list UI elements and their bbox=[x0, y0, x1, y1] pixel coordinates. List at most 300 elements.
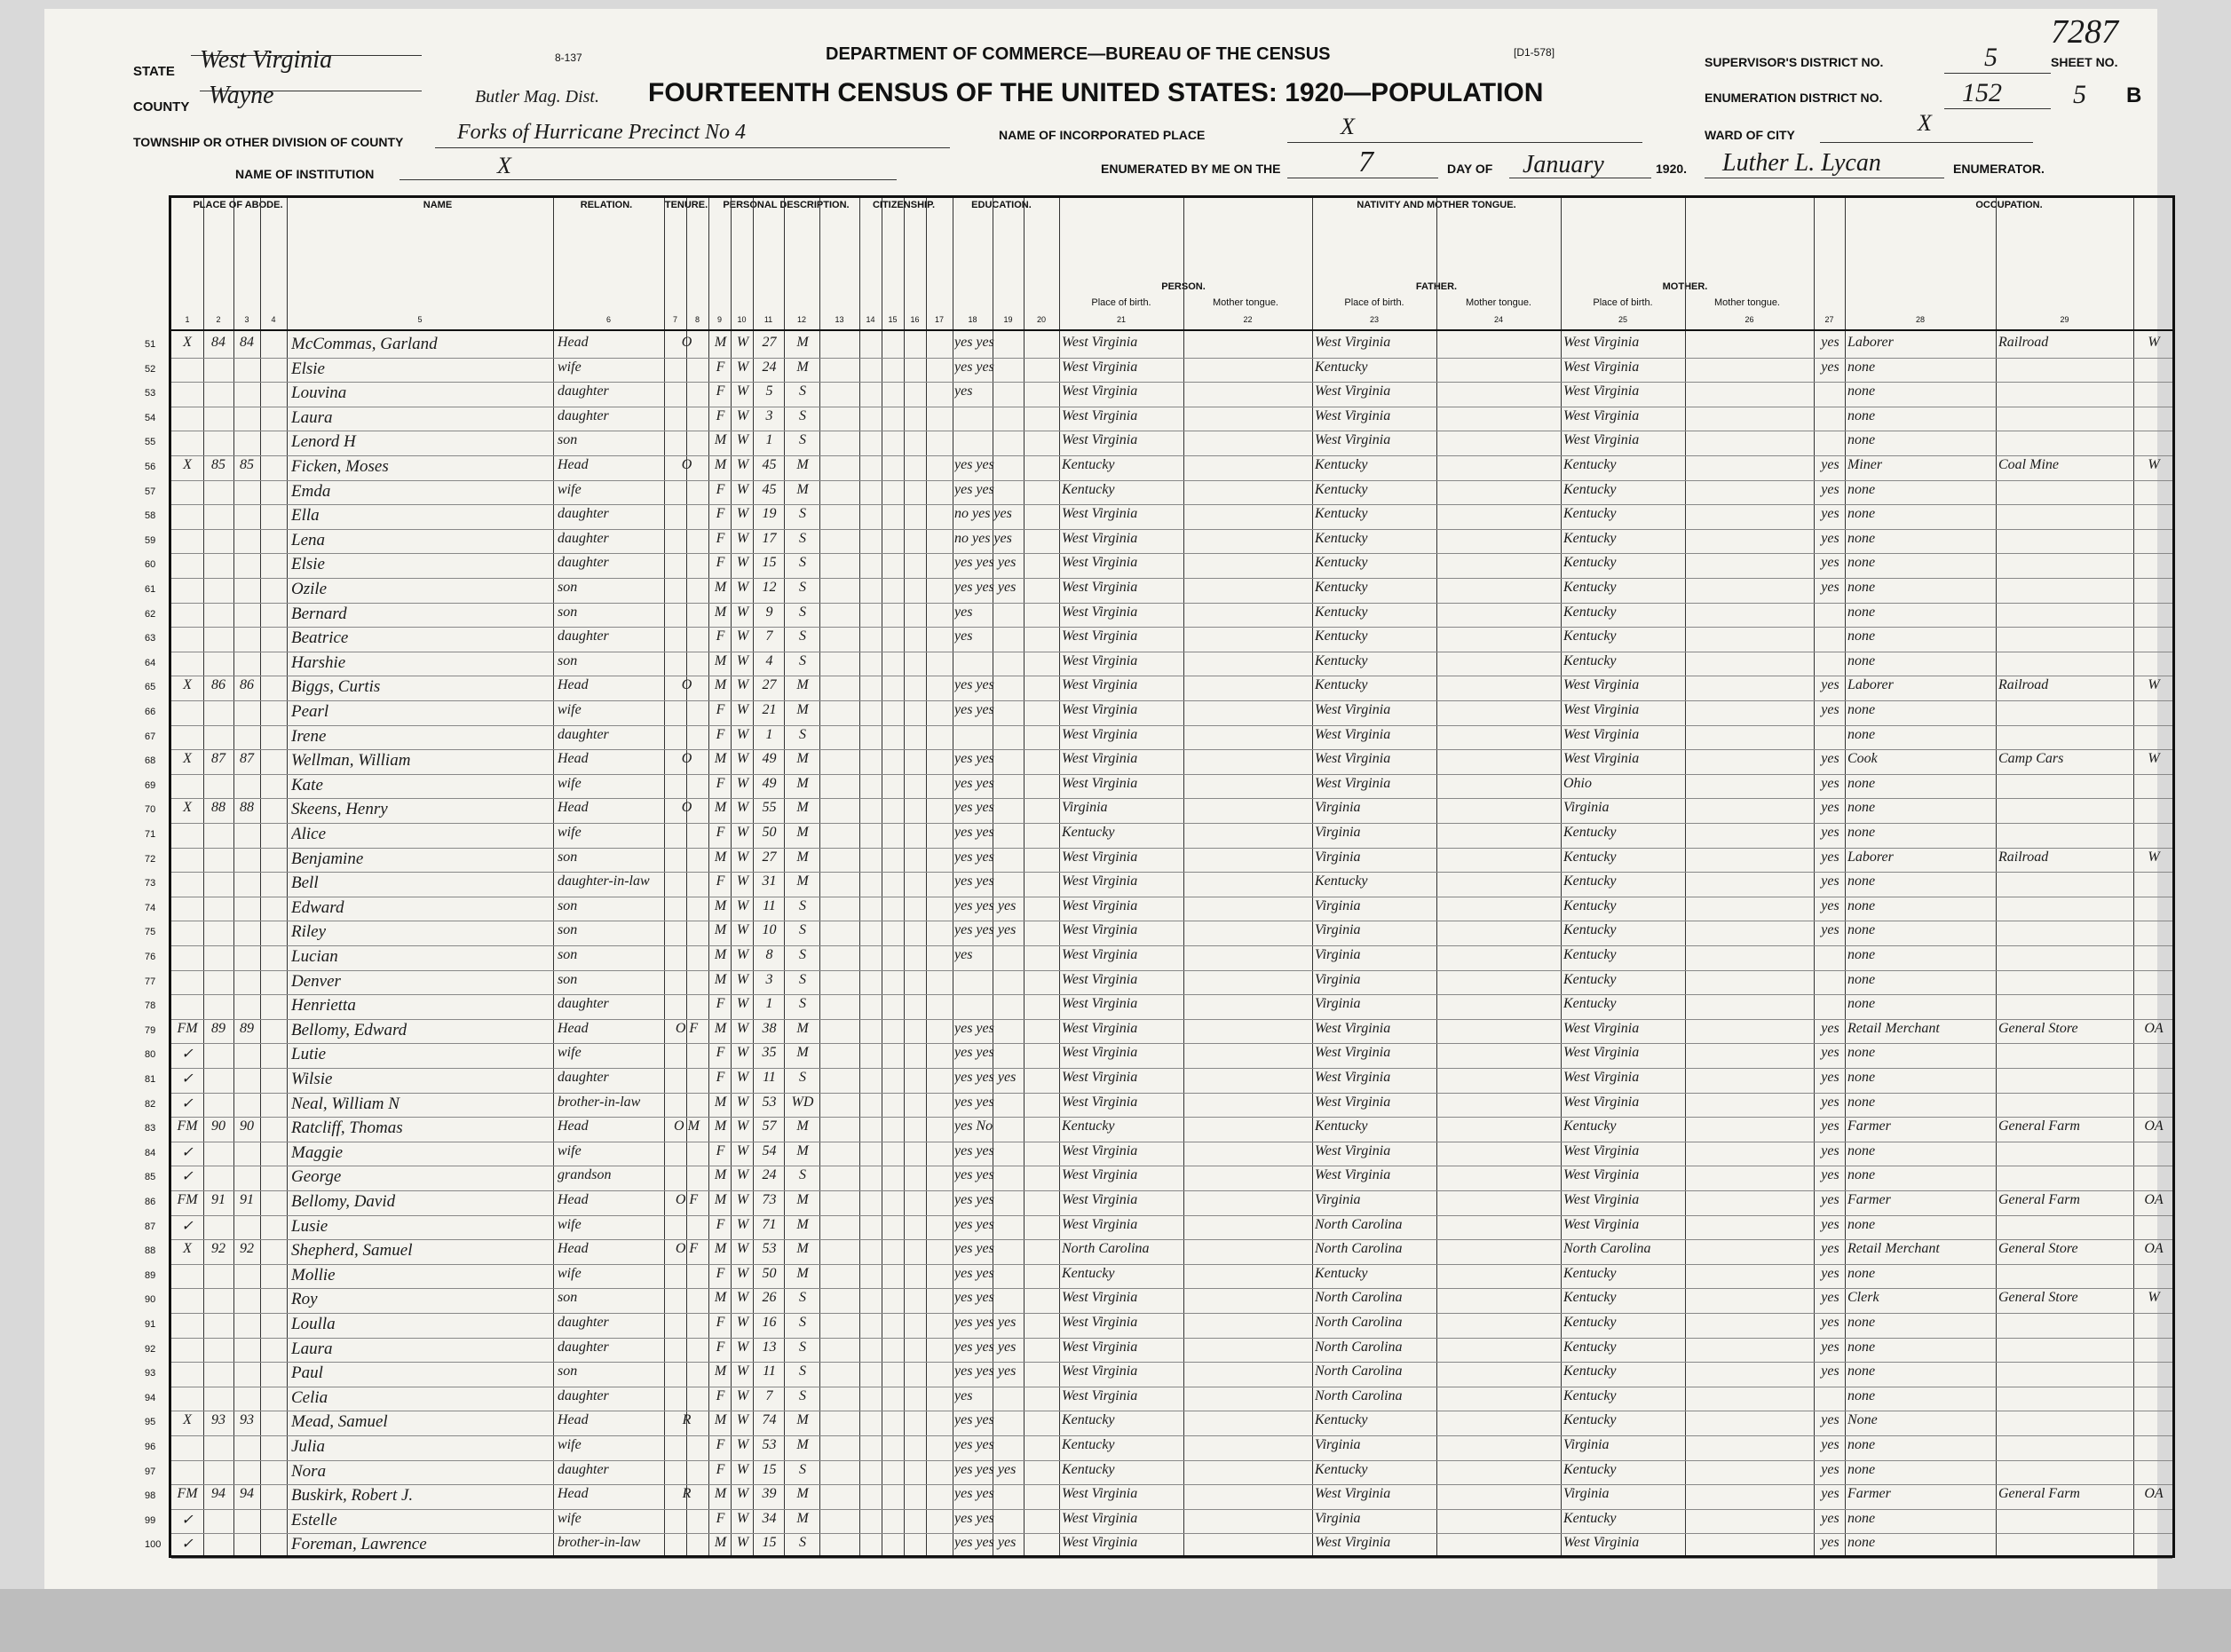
relation: son bbox=[558, 922, 578, 938]
row-rule bbox=[171, 1313, 2172, 1314]
street-mark: X bbox=[183, 335, 192, 350]
occupation-trade: none bbox=[1847, 359, 1876, 375]
sex: M bbox=[714, 677, 727, 693]
education: yes yes bbox=[954, 873, 994, 889]
person-name: Buskirk, Robert J. bbox=[291, 1486, 414, 1506]
row-rule bbox=[171, 553, 2172, 554]
employment-class: OA bbox=[2144, 1118, 2164, 1134]
enumeration-label: ENUMERATION DISTRICT NO. bbox=[1705, 91, 1883, 105]
column-number: 11 bbox=[763, 315, 773, 324]
ward-value: X bbox=[1918, 110, 1932, 136]
race: W bbox=[736, 1339, 749, 1355]
sex: F bbox=[716, 407, 725, 423]
row-rule bbox=[171, 994, 2172, 995]
age: 50 bbox=[762, 1265, 777, 1281]
age: 7 bbox=[765, 1387, 773, 1403]
father-birthplace: Kentucky bbox=[1315, 530, 1368, 546]
sex: F bbox=[716, 1045, 725, 1061]
person-birthplace: Kentucky bbox=[1062, 457, 1115, 472]
race: W bbox=[736, 1461, 749, 1477]
occupation-trade: none bbox=[1847, 1510, 1876, 1526]
person-birthplace: Kentucky bbox=[1062, 825, 1115, 840]
group-citizenship: CITIZENSHIP. bbox=[872, 200, 936, 210]
speaks-english: yes bbox=[1821, 335, 1839, 350]
speaks-english: yes bbox=[1821, 849, 1839, 865]
ward-label: WARD OF CITY bbox=[1705, 128, 1795, 142]
sex: F bbox=[716, 1142, 725, 1158]
education: yes yes bbox=[954, 335, 994, 350]
mother-birthplace: Kentucky bbox=[1563, 457, 1617, 472]
occupation-trade: none bbox=[1847, 1142, 1876, 1158]
person-name: Denver bbox=[291, 971, 341, 991]
age: 3 bbox=[765, 407, 773, 423]
mother-birthplace: Kentucky bbox=[1563, 897, 1617, 913]
age: 10 bbox=[762, 922, 777, 938]
relation: Head bbox=[558, 751, 589, 767]
sex: M bbox=[714, 897, 727, 913]
relation: daughter bbox=[558, 530, 609, 546]
relation: son bbox=[558, 604, 578, 620]
marital-status: M bbox=[796, 1510, 809, 1526]
age: 11 bbox=[763, 1070, 776, 1085]
mother-birthplace: West Virginia bbox=[1563, 1167, 1640, 1183]
column-rule bbox=[1183, 198, 1184, 1555]
marital-status: S bbox=[799, 506, 806, 522]
sex: M bbox=[714, 971, 727, 987]
education: yes yes yes bbox=[954, 1535, 1017, 1551]
relation: wife bbox=[558, 1265, 581, 1281]
race: W bbox=[736, 1290, 749, 1306]
occupation-trade: none bbox=[1847, 873, 1876, 889]
education: yes yes bbox=[954, 1241, 994, 1257]
row-rule bbox=[171, 358, 2172, 359]
race: W bbox=[736, 1510, 749, 1526]
census-table bbox=[145, 195, 2175, 1558]
father-birthplace: Virginia bbox=[1315, 922, 1361, 938]
person-name: Bernard bbox=[291, 604, 347, 623]
sex: F bbox=[716, 996, 725, 1012]
column-number: 1 bbox=[185, 315, 190, 324]
father-birthplace: Kentucky bbox=[1315, 580, 1368, 595]
row-rule bbox=[171, 1239, 2172, 1240]
sex: F bbox=[716, 530, 725, 546]
person-birthplace: West Virginia bbox=[1062, 335, 1138, 350]
person-birthplace: West Virginia bbox=[1062, 1070, 1138, 1085]
education: yes yes bbox=[954, 1192, 994, 1207]
state-value: West Virginia bbox=[200, 46, 333, 74]
education: yes yes bbox=[954, 481, 994, 497]
row-number: 93 bbox=[145, 1368, 156, 1379]
race: W bbox=[736, 359, 749, 375]
dwelling-number: 94 bbox=[211, 1486, 225, 1502]
column-rule bbox=[819, 198, 820, 1555]
column-rule bbox=[260, 198, 261, 1555]
marital-status: M bbox=[796, 1486, 809, 1502]
marital-status: M bbox=[796, 1216, 809, 1232]
group-mother: MOTHER. bbox=[1662, 281, 1708, 292]
occupation-industry: Railroad bbox=[1998, 849, 2049, 865]
row-rule bbox=[171, 1509, 2172, 1510]
row-number: 66 bbox=[145, 707, 156, 717]
column-rule bbox=[664, 198, 665, 1555]
person-name: Ozile bbox=[291, 580, 328, 598]
relation: wife bbox=[558, 481, 581, 497]
column-rule bbox=[233, 198, 234, 1555]
relation: grandson bbox=[558, 1167, 612, 1183]
person-birthplace: Kentucky bbox=[1062, 1412, 1115, 1428]
row-rule bbox=[171, 455, 2172, 456]
occupation-trade: none bbox=[1847, 530, 1876, 546]
person-birthplace: Kentucky bbox=[1062, 1461, 1115, 1477]
row-number: 60 bbox=[145, 559, 156, 571]
occupation-trade: Laborer bbox=[1847, 677, 1894, 693]
person-birthplace: West Virginia bbox=[1062, 530, 1138, 546]
sex: F bbox=[716, 628, 725, 644]
sex: M bbox=[714, 751, 727, 767]
family-number: 87 bbox=[240, 751, 254, 767]
father-birthplace: Virginia bbox=[1315, 825, 1361, 840]
person-birthplace: West Virginia bbox=[1062, 1167, 1138, 1183]
occupation-industry: General Farm bbox=[1998, 1192, 2080, 1207]
column-rule bbox=[731, 198, 732, 1555]
mother-birthplace: Kentucky bbox=[1563, 481, 1617, 497]
education: yes yes bbox=[954, 800, 994, 816]
sex: F bbox=[716, 873, 725, 889]
race: W bbox=[736, 996, 749, 1012]
enumerated-label: ENUMERATED BY ME ON THE bbox=[1101, 162, 1281, 176]
education: yes yes bbox=[954, 775, 994, 791]
marital-status: S bbox=[799, 383, 806, 399]
row-rule bbox=[171, 1019, 2172, 1020]
father-place-of-birth: Place of birth. bbox=[1344, 297, 1404, 308]
person-birthplace: West Virginia bbox=[1062, 1094, 1138, 1110]
row-number: 92 bbox=[145, 1343, 156, 1355]
speaks-english: yes bbox=[1821, 1290, 1839, 1306]
row-rule bbox=[171, 1190, 2172, 1191]
street-mark: ✓ bbox=[181, 1537, 194, 1553]
marital-status: M bbox=[796, 1142, 809, 1158]
father-birthplace: Virginia bbox=[1315, 1192, 1361, 1207]
race: W bbox=[736, 825, 749, 840]
occupation-industry: Coal Mine bbox=[1998, 457, 2059, 472]
person-birthplace: West Virginia bbox=[1062, 751, 1138, 767]
column-number: 16 bbox=[910, 315, 920, 324]
dwelling-number: 89 bbox=[211, 1020, 225, 1036]
marital-status: M bbox=[796, 1020, 809, 1036]
marital-status: S bbox=[799, 628, 806, 644]
age: 21 bbox=[762, 702, 777, 717]
mother-birthplace: West Virginia bbox=[1563, 383, 1640, 399]
occupation-trade: none bbox=[1847, 1461, 1876, 1477]
mother-birthplace: Kentucky bbox=[1563, 1461, 1617, 1477]
father-birthplace: Kentucky bbox=[1315, 677, 1368, 693]
relation: daughter bbox=[558, 506, 609, 522]
tenure: O F bbox=[675, 1020, 699, 1036]
sex: F bbox=[716, 1339, 725, 1355]
speaks-english: yes bbox=[1821, 825, 1839, 840]
row-rule bbox=[171, 848, 2172, 849]
person-name: Ratcliff, Thomas bbox=[291, 1118, 403, 1138]
row-number: 52 bbox=[145, 363, 156, 375]
person-place-of-birth: Place of birth. bbox=[1091, 297, 1151, 308]
street-mark: ✓ bbox=[181, 1218, 194, 1234]
father-birthplace: North Carolina bbox=[1315, 1315, 1403, 1330]
row-number: 79 bbox=[145, 1024, 156, 1036]
person-mother-tongue: Mother tongue. bbox=[1213, 297, 1278, 308]
person-name: Maggie bbox=[291, 1142, 344, 1162]
row-rule bbox=[171, 970, 2172, 971]
person-name: McCommas, Garland bbox=[291, 335, 438, 353]
row-number: 70 bbox=[145, 804, 156, 816]
age: 24 bbox=[762, 1167, 777, 1183]
mother-birthplace: West Virginia bbox=[1563, 1045, 1640, 1061]
person-birthplace: West Virginia bbox=[1062, 506, 1138, 522]
tenure: O F bbox=[675, 1241, 699, 1257]
person-name: Julia bbox=[291, 1437, 325, 1456]
education: yes yes bbox=[954, 1142, 994, 1158]
employment-class: OA bbox=[2144, 1241, 2164, 1257]
person-birthplace: West Virginia bbox=[1062, 1020, 1138, 1036]
street-mark: FM bbox=[177, 1486, 198, 1502]
marital-status: S bbox=[799, 555, 806, 571]
street-mark: ✓ bbox=[181, 1047, 194, 1063]
occupation-trade: none bbox=[1847, 1070, 1876, 1085]
speaks-english: yes bbox=[1821, 922, 1839, 938]
row-rule bbox=[171, 1264, 2172, 1265]
speaks-english: yes bbox=[1821, 1339, 1839, 1355]
row-rule bbox=[171, 749, 2172, 750]
row-number: 69 bbox=[145, 779, 156, 791]
father-birthplace: West Virginia bbox=[1315, 407, 1391, 423]
sex: F bbox=[716, 702, 725, 717]
row-number: 80 bbox=[145, 1049, 156, 1061]
person-birthplace: West Virginia bbox=[1062, 555, 1138, 571]
education: yes yes bbox=[954, 1020, 994, 1036]
row-number: 62 bbox=[145, 608, 156, 620]
row-number: 56 bbox=[145, 462, 156, 472]
column-rule bbox=[926, 198, 927, 1555]
occupation-industry: Railroad bbox=[1998, 677, 2049, 693]
relation: daughter bbox=[558, 726, 609, 742]
father-birthplace: West Virginia bbox=[1315, 1167, 1391, 1183]
marital-status: M bbox=[796, 1192, 809, 1207]
race: W bbox=[736, 947, 749, 962]
age: 7 bbox=[765, 628, 773, 644]
marital-status: S bbox=[799, 947, 806, 962]
row-rule bbox=[171, 1435, 2172, 1436]
father-birthplace: North Carolina bbox=[1315, 1290, 1403, 1306]
age: 55 bbox=[762, 800, 777, 816]
column-number: 10 bbox=[737, 315, 747, 324]
relation: Head bbox=[558, 1020, 589, 1036]
father-birthplace: Virginia bbox=[1315, 971, 1361, 987]
marital-status: M bbox=[796, 825, 809, 840]
age: 53 bbox=[762, 1094, 777, 1110]
age: 15 bbox=[762, 1461, 777, 1477]
age: 16 bbox=[762, 1315, 777, 1330]
tenure: O bbox=[681, 677, 692, 693]
person-name: Loulla bbox=[291, 1315, 336, 1333]
person-name: Nora bbox=[291, 1461, 327, 1481]
family-number: 93 bbox=[240, 1412, 254, 1428]
education: yes yes bbox=[954, 1216, 994, 1232]
occupation-trade: Laborer bbox=[1847, 335, 1894, 350]
person-name: Alice bbox=[291, 825, 327, 843]
institution-label: NAME OF INSTITUTION bbox=[235, 167, 375, 181]
family-number: 92 bbox=[240, 1241, 254, 1257]
occupation-industry: General Store bbox=[1998, 1020, 2078, 1036]
mother-birthplace: Kentucky bbox=[1563, 652, 1617, 668]
occupation-trade: none bbox=[1847, 1094, 1876, 1110]
father-birthplace: West Virginia bbox=[1315, 1486, 1391, 1502]
occupation-trade: none bbox=[1847, 825, 1876, 840]
row-rule bbox=[171, 1093, 2172, 1094]
marital-status: S bbox=[799, 996, 806, 1012]
sex: F bbox=[716, 775, 725, 791]
street-mark: X bbox=[183, 457, 192, 472]
race: W bbox=[736, 873, 749, 889]
marital-status: S bbox=[799, 604, 806, 620]
relation: wife bbox=[558, 775, 581, 791]
education: yes yes yes bbox=[954, 897, 1017, 913]
marital-status: S bbox=[799, 1290, 806, 1306]
sex: F bbox=[716, 1315, 725, 1330]
race: W bbox=[736, 481, 749, 497]
marital-status: M bbox=[796, 457, 809, 472]
person-name: Foreman, Lawrence bbox=[291, 1535, 427, 1554]
column-number: 8 bbox=[694, 315, 700, 324]
education: yes bbox=[954, 947, 973, 962]
marital-status: WD bbox=[791, 1094, 814, 1110]
education: yes yes bbox=[954, 1486, 994, 1502]
row-rule bbox=[171, 1068, 2172, 1069]
age: 34 bbox=[762, 1510, 777, 1526]
marital-status: M bbox=[796, 481, 809, 497]
occupation-trade: none bbox=[1847, 481, 1876, 497]
occupation-trade: none bbox=[1847, 996, 1876, 1012]
column-number: 7 bbox=[672, 315, 677, 324]
family-number: 85 bbox=[240, 457, 254, 472]
mother-birthplace: Kentucky bbox=[1563, 506, 1617, 522]
occupation-industry: Camp Cars bbox=[1998, 751, 2064, 767]
person-birthplace: West Virginia bbox=[1062, 604, 1138, 620]
dwelling-number: 88 bbox=[211, 800, 225, 816]
sex: F bbox=[716, 506, 725, 522]
relation: wife bbox=[558, 1437, 581, 1452]
father-birthplace: Virginia bbox=[1315, 800, 1361, 816]
age: 3 bbox=[765, 971, 773, 987]
sex: F bbox=[716, 481, 725, 497]
supervisor-label: SUPERVISOR'S DISTRICT NO. bbox=[1705, 55, 1884, 69]
column-number: 27 bbox=[1824, 315, 1834, 324]
row-number: 53 bbox=[145, 388, 156, 399]
row-rule bbox=[171, 504, 2172, 505]
education: yes bbox=[954, 628, 973, 644]
speaks-english: yes bbox=[1821, 1486, 1839, 1502]
speaks-english: yes bbox=[1821, 1265, 1839, 1281]
sex: F bbox=[716, 825, 725, 840]
education: yes yes bbox=[954, 457, 994, 472]
occupation-trade: Clerk bbox=[1847, 1290, 1879, 1306]
occupation-trade: None bbox=[1847, 1412, 1878, 1428]
race: W bbox=[736, 1363, 749, 1379]
age: 53 bbox=[762, 1437, 777, 1452]
father-birthplace: West Virginia bbox=[1315, 775, 1391, 791]
age: 54 bbox=[762, 1142, 777, 1158]
education: yes yes bbox=[954, 1045, 994, 1061]
street-mark: FM bbox=[177, 1020, 198, 1036]
person-birthplace: Kentucky bbox=[1062, 481, 1115, 497]
marital-status: S bbox=[799, 1167, 806, 1183]
employment-class: W bbox=[2148, 849, 2160, 865]
person-name: Biggs, Curtis bbox=[291, 677, 381, 697]
occupation-trade: none bbox=[1847, 971, 1876, 987]
race: W bbox=[736, 1387, 749, 1403]
education: yes yes bbox=[954, 1265, 994, 1281]
education: yes yes bbox=[954, 849, 994, 865]
father-birthplace: Kentucky bbox=[1315, 359, 1368, 375]
mother-birthplace: Kentucky bbox=[1563, 1339, 1617, 1355]
race: W bbox=[736, 1118, 749, 1134]
speaks-english: yes bbox=[1821, 1241, 1839, 1257]
occupation-trade: none bbox=[1847, 628, 1876, 644]
mother-birthplace: Kentucky bbox=[1563, 1387, 1617, 1403]
race: W bbox=[736, 800, 749, 816]
magisterial-district: Butler Mag. Dist. bbox=[475, 87, 599, 107]
person-name: Pearl bbox=[291, 702, 329, 721]
row-rule bbox=[171, 1533, 2172, 1534]
form-code: [D1-578] bbox=[1514, 46, 1555, 59]
person-birthplace: West Virginia bbox=[1062, 1192, 1138, 1207]
mother-birthplace: West Virginia bbox=[1563, 751, 1640, 767]
occupation-trade: none bbox=[1847, 1363, 1876, 1379]
race: W bbox=[736, 580, 749, 595]
column-number: 14 bbox=[866, 315, 875, 324]
education: yes yes yes bbox=[954, 1315, 1017, 1330]
person-name: Ficken, Moses bbox=[291, 457, 389, 476]
occupation-trade: none bbox=[1847, 1535, 1876, 1551]
sex: F bbox=[716, 726, 725, 742]
race: W bbox=[736, 1486, 749, 1502]
column-number: 20 bbox=[1036, 315, 1046, 324]
race: W bbox=[736, 897, 749, 913]
sex: F bbox=[716, 555, 725, 571]
age: 31 bbox=[762, 873, 777, 889]
occupation-trade: none bbox=[1847, 432, 1876, 448]
person-birthplace: North Carolina bbox=[1062, 1241, 1150, 1257]
age: 11 bbox=[763, 1363, 776, 1379]
sex: F bbox=[716, 1265, 725, 1281]
person-name: Lucian bbox=[291, 947, 338, 966]
person-birthplace: West Virginia bbox=[1062, 1339, 1138, 1355]
race: W bbox=[736, 971, 749, 987]
column-rule bbox=[1814, 198, 1815, 1555]
age: 71 bbox=[762, 1216, 777, 1232]
row-number: 82 bbox=[145, 1098, 156, 1110]
occupation-trade: none bbox=[1847, 775, 1876, 791]
row-rule bbox=[171, 529, 2172, 530]
column-rule bbox=[686, 198, 687, 1555]
age: 38 bbox=[762, 1020, 777, 1036]
person-birthplace: West Virginia bbox=[1062, 1387, 1138, 1403]
mother-birthplace: Kentucky bbox=[1563, 1510, 1617, 1526]
speaks-english: yes bbox=[1821, 530, 1839, 546]
county-label: COUNTY bbox=[133, 99, 190, 115]
person-name: Harshie bbox=[291, 652, 346, 672]
race: W bbox=[736, 555, 749, 571]
race: W bbox=[736, 751, 749, 767]
census-title: FOURTEENTH CENSUS OF THE UNITED STATES: 1920—POPULATION bbox=[648, 78, 1544, 107]
